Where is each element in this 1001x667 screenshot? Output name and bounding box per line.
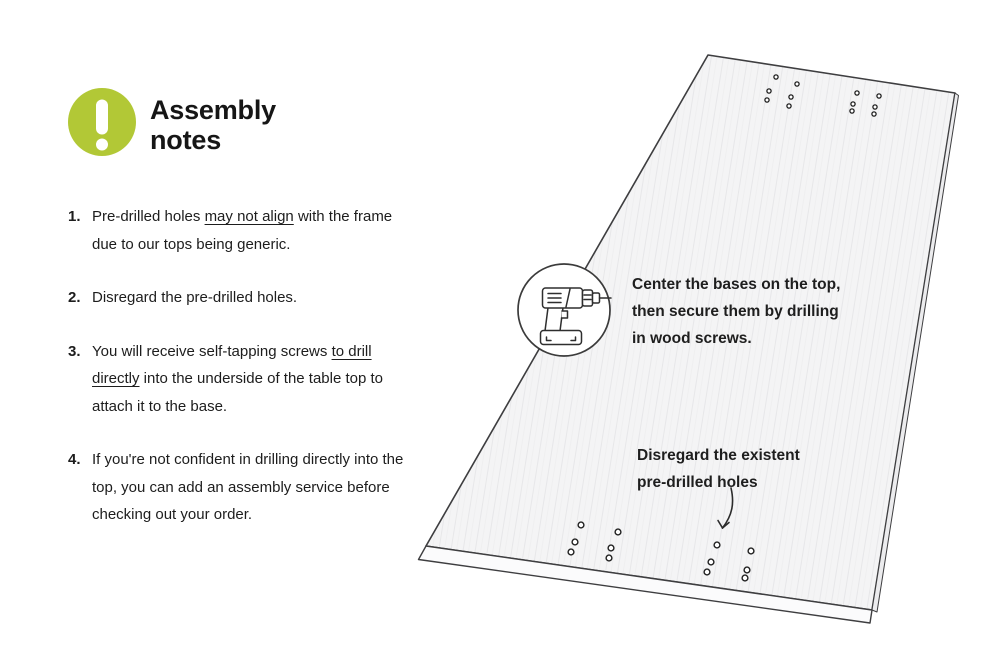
note-item-2 — [68, 284, 413, 312]
assembly-notes-list — [68, 203, 413, 529]
note-item-3 — [68, 338, 413, 421]
note-text: If you're not confident in drilling directly into the top, you can add an assembly service before checking out your order. — [92, 451, 404, 523]
annotation-disregard-holes — [637, 442, 800, 496]
annotation-line: then secure them by drilling — [632, 303, 839, 320]
note-number: 2. — [68, 289, 81, 306]
annotation-center-bases — [632, 271, 840, 352]
note-text: Disregard the pre-drilled holes. — [92, 289, 298, 306]
underlined-phrase: may not align — [204, 208, 294, 225]
annotation-line: pre-drilled holes — [637, 474, 758, 491]
note-item-1 — [68, 203, 413, 258]
note-number: 3. — [68, 342, 81, 360]
annotation-line: Center the bases on the top, — [632, 276, 841, 293]
page-title — [150, 95, 276, 155]
page-title-line2: notes — [150, 125, 222, 155]
note-number: 4. — [68, 451, 81, 468]
note-text: You will receive self-tapping screws to drill directly into the underside of the table top to attach it to the base. — [92, 342, 384, 415]
note-text: Pre-drilled holes may not align with the frame due to our tops being generic. — [92, 208, 393, 253]
underlined-phrase: to drill directly — [92, 342, 372, 387]
annotation-line: Disregard the existent — [637, 447, 800, 464]
note-item-4 — [68, 446, 413, 529]
exclamation-icon — [68, 88, 136, 156]
note-number: 1. — [68, 208, 81, 225]
drill-icon — [518, 264, 611, 356]
annotation-line: in wood screws. — [632, 330, 752, 347]
page-title-line1: Assembly — [150, 95, 276, 125]
